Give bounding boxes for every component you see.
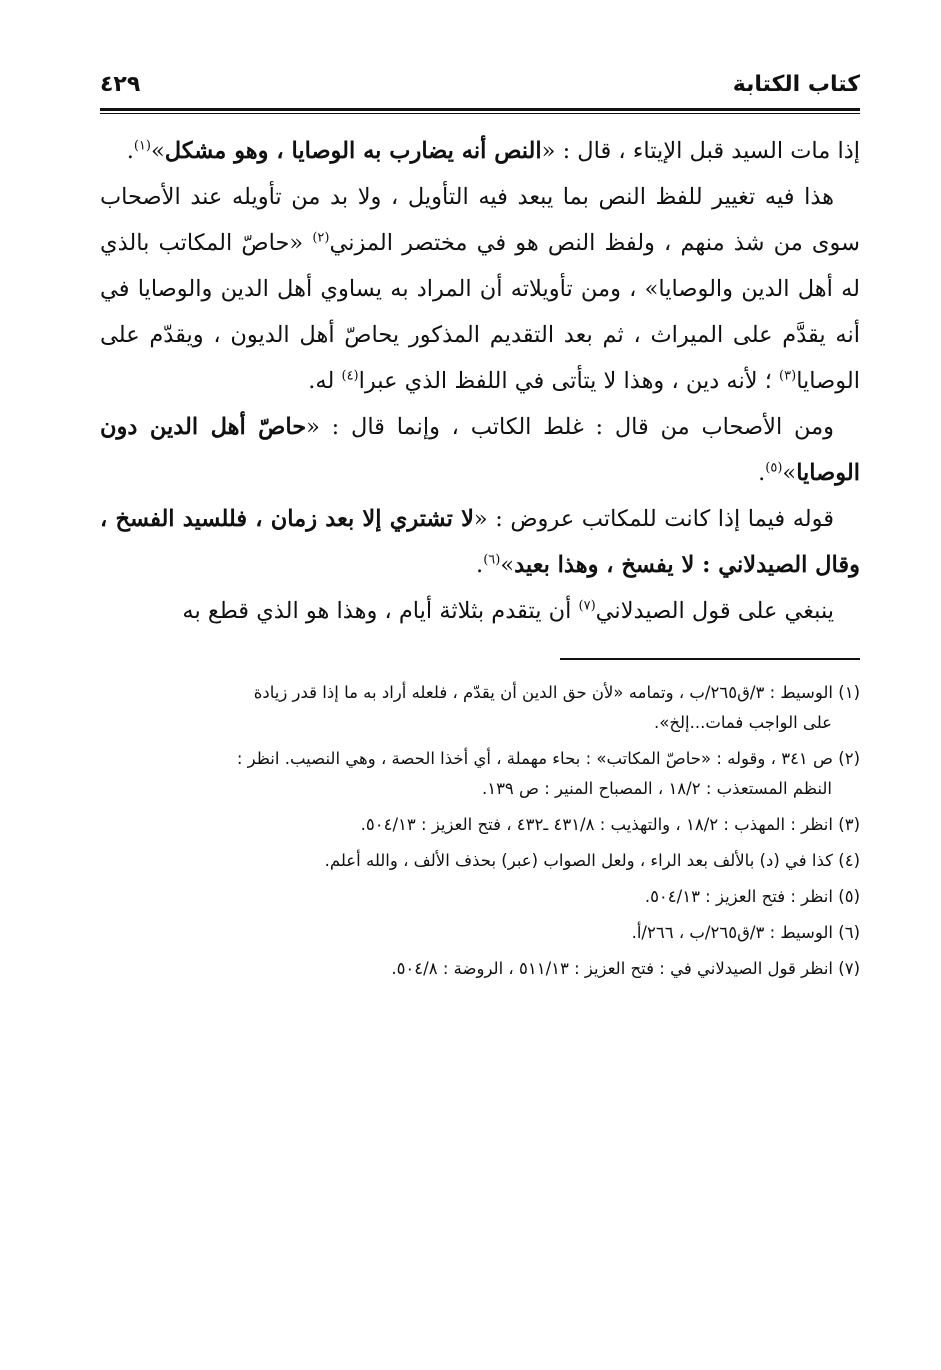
footnote-ref-7[interactable]: (٧) <box>578 598 596 614</box>
p1-close-quote: » <box>150 138 165 164</box>
footnote-4 <box>100 846 860 876</box>
footnote-6 <box>100 918 860 948</box>
p5-text-a: ينبغي على قول الصيدلاني <box>595 598 834 624</box>
page-number: ٤٢٩ <box>100 72 141 97</box>
footnote-3 <box>100 810 860 840</box>
footnote-number: (٦) <box>838 923 860 942</box>
footnote-text: ص ٣٤١ ، وقوله : «حاصّ المكاتب» : بحاء مهملة ، أي أخذا الحصة ، وهي النصيب. انظر : <box>236 749 833 768</box>
paragraph-3 <box>100 404 860 496</box>
footnote-ref-2[interactable]: (٢) <box>312 230 330 246</box>
p1-text: إذا مات السيد قبل الإيتاء ، قال : « <box>541 138 860 164</box>
footnote-number: (٤) <box>838 851 860 870</box>
footnote-7 <box>100 954 860 984</box>
header-rule-thin <box>100 113 860 114</box>
footnote-number: (٢) <box>838 749 860 768</box>
footnote-text: الوسيط : ٣/ق٢٦٥/ب ، ٢٦٦/أ. <box>631 923 833 942</box>
p4-quote: لا تشتري إلا بعد زمان ، فللسيد الفسخ ، وقال الصيدلاني : لا يفسخ ، وهذا بعيد <box>100 506 860 578</box>
paragraph-5 <box>100 588 860 634</box>
main-text <box>100 128 860 634</box>
footnotes <box>100 678 860 984</box>
page-header <box>100 70 860 106</box>
p1-quote: النص أنه يضارب به الوصايا ، وهو مشكل <box>164 138 542 164</box>
footnote-ref-4[interactable]: (٤) <box>341 368 359 384</box>
p4-close-quote: » <box>500 552 515 578</box>
footnote-divider <box>560 658 860 660</box>
p3-close-quote: » <box>782 460 797 486</box>
p2-text-d: له. <box>308 368 342 394</box>
p3-end: . <box>758 460 766 486</box>
chapter-title: كتاب الكتابة <box>732 72 860 97</box>
footnote-2 <box>100 744 860 804</box>
footnote-ref-3[interactable]: (٣) <box>779 368 797 384</box>
footnote-text: انظر : فتح العزيز : ٥٠٤/١٣. <box>644 887 833 906</box>
book-page <box>100 70 860 1330</box>
footnote-continuation: على الواجب فمات...إلخ». <box>654 713 832 732</box>
footnote-continuation: النظم المستعذب : ١٨/٢ ، المصباح المنير : ص ١٣٩. <box>481 779 832 798</box>
footnote-text: الوسيط : ٣/ق٢٦٥/ب ، وتمامه «لأن حق الدين أن يقدّم ، فلعله أراد به ما إذا قدر زيادة <box>253 683 833 702</box>
footnote-text: كذا في (د) بالألف بعد الراء ، ولعل الصواب (عبر) بحذف الألف ، والله أعلم. <box>324 851 833 870</box>
footnote-number: (٥) <box>838 887 860 906</box>
paragraph-1 <box>100 128 860 174</box>
footnote-1 <box>100 678 860 738</box>
footnote-text: انظر قول الصيدلاني في : فتح العزيز : ٥١١/١٣ ، الروضة : ٥٠٤/٨. <box>391 959 833 978</box>
paragraph-4 <box>100 496 860 588</box>
footnote-number: (٧) <box>838 959 860 978</box>
p2-text-a: هذا فيه تغيير للفظ النص بما يبعد فيه التأويل ، ولا بد من تأويله عند الأصحاب سوى من شذ منهم ، ولفظ النص هو في مختصر المزني <box>100 184 861 256</box>
footnote-ref-1[interactable]: (١) <box>133 138 151 154</box>
footnote-number: (٣) <box>838 815 860 834</box>
p2-text-c: ؛ لأنه دين ، وهذا لا يتأتى في اللفظ الذي عبرا <box>358 368 780 394</box>
footnote-number: (١) <box>838 683 860 702</box>
p5-text-b: أن يتقدم بثلاثة أيام ، وهذا هو الذي قطع به <box>182 598 579 624</box>
p4-end: . <box>476 552 484 578</box>
p2-text-b: «حاصّ المكاتب بالذي له أهل الدين والوصايا» ، ومن تأويلاته أن المراد به يساوي أهل الدين والوصايا في أنه يقدَّم على الميراث ، ثم بعد التقديم المذكور يحاصّ أهل الديون ، ويقدّم على الوصايا <box>100 230 860 394</box>
footnote-5 <box>100 882 860 912</box>
p4-text: قوله فيما إذا كانت للمكاتب عروض : « <box>473 506 834 532</box>
footnote-text: انظر : المهذب : ١٨/٢ ، والتهذيب : ٤٣١/٨ ـ٤٣٢ ، فتح العزيز : ٥٠٤/١٣. <box>360 815 833 834</box>
footnote-ref-5[interactable]: (٥) <box>765 460 783 476</box>
p1-end: . <box>126 138 134 164</box>
paragraph-2 <box>100 174 860 404</box>
p3-quote: حاصّ أهل الدين دون الوصايا <box>100 414 860 486</box>
header-rule-thick <box>100 108 860 111</box>
p3-text: ومن الأصحاب من قال : غلط الكاتب ، وإنما قال : « <box>306 414 835 440</box>
footnote-ref-6[interactable]: (٦) <box>483 552 501 568</box>
